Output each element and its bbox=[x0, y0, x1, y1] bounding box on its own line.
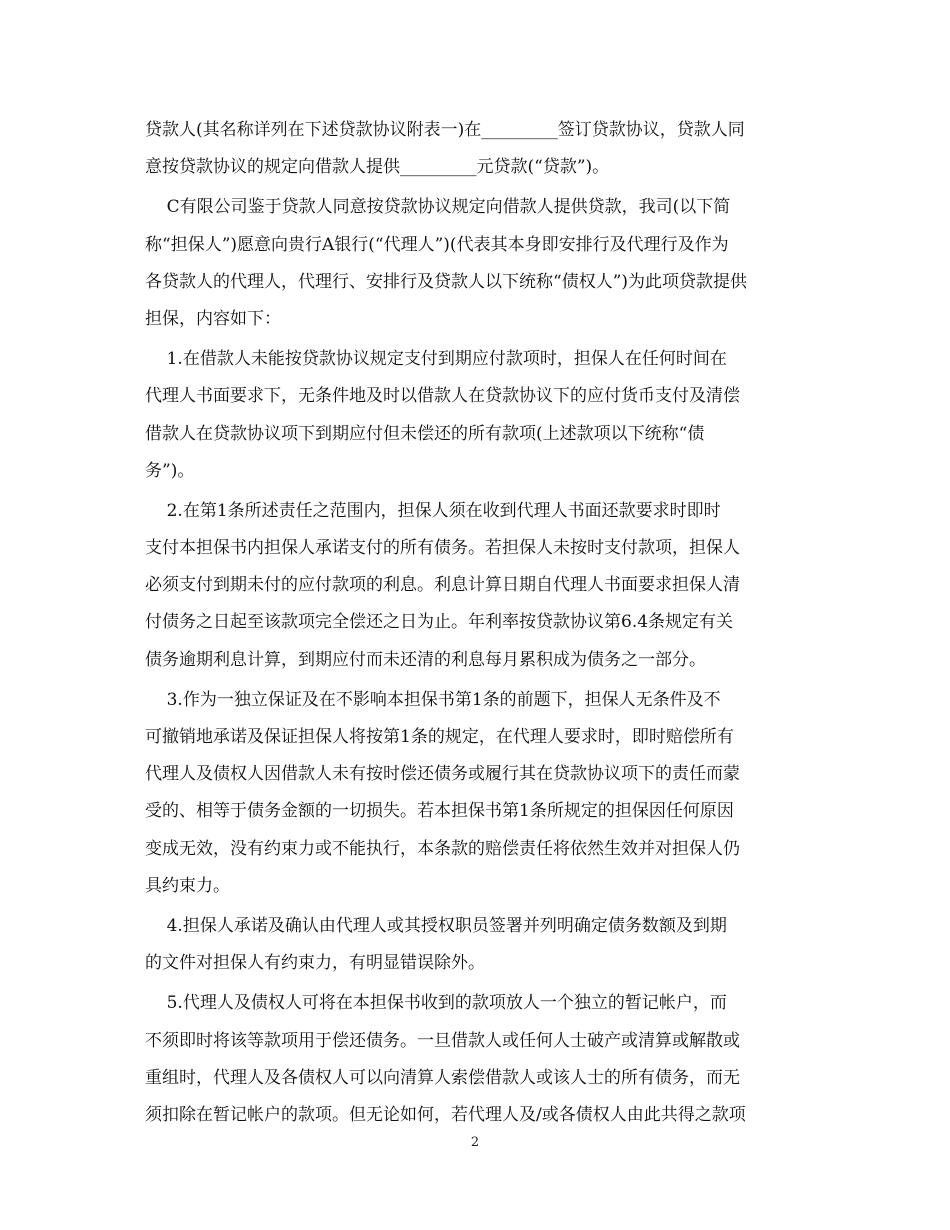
paragraph bbox=[145, 341, 810, 490]
text-line: 债务逾期利息计算，到期应付而未还清的利息每月累积成为债务之一部分。 bbox=[145, 649, 706, 670]
text-line: C有限公司鉴于贷款人同意按贷款协议规定向借款人提供贷款，我司(以下简 bbox=[145, 197, 731, 218]
paragraph bbox=[145, 682, 810, 905]
text-line: 4.担保人承诺及确认由代理人或其授权职员签署并列明确定债务数额及到期 bbox=[145, 915, 727, 936]
text-line: 1.在借款人未能按贷款协议规定支付到期应付款项时，担保人在任何时间在 bbox=[145, 349, 727, 370]
text-line: 可撤销地承诺及保证担保人将按第1条的规定，在代理人要求时，即时赔偿所有 bbox=[145, 727, 734, 747]
paragraph bbox=[145, 189, 810, 338]
text-line: 付债务之日起至该款项完全偿还之日为止。年利率按贷款协议第6.4条规定有关 bbox=[145, 612, 734, 633]
text-line: 2.在第1条所述责任之范围内，担保人须在收到代理人书面还款要求时即时 bbox=[145, 500, 721, 521]
text-line: 支付本担保书内担保人承诺支付的所有债务。若担保人未按时支付款项，担保人 bbox=[145, 538, 740, 559]
text-line: 代理人及债权人因借款人未有按时偿还债务或履行其在贷款协议项下的责任而蒙 bbox=[145, 764, 740, 785]
text-line: 贷款人(其名称详列在下述贷款协议附表一)在_________签订贷款协议，贷款人同 bbox=[145, 120, 745, 140]
paragraph bbox=[145, 908, 810, 982]
paragraph bbox=[145, 112, 810, 186]
text-line: 各贷款人的代理人，代理行、安排行及贷款人以下统称“债权人”)为此项贷款提供 bbox=[145, 271, 748, 292]
text-line: 必须支付到期未付的应付款项的利息。利息计算日期自代理人书面要求担保人清 bbox=[145, 575, 740, 596]
text-line: 意按贷款协议的规定向借款人提供_________元贷款(“贷款”)。 bbox=[145, 157, 610, 178]
text-line: 具约束力。 bbox=[145, 875, 230, 896]
text-line: 3.作为一独立保证及在不影响本担保书第1条的前题下，担保人无条件及不 bbox=[145, 689, 721, 710]
text-line: 重组时，代理人及各债权人可以向清算人索偿借款人或该人士的所有债务，而无 bbox=[145, 1067, 740, 1088]
text-line: 变成无效，没有约束力或不能执行，本条款的赔偿责任将依然生效并对担保人仍 bbox=[145, 838, 740, 859]
text-line: 须扣除在暂记帐户的款项。但无论如何，若代理人及/或各债权人由此共得之款项 bbox=[145, 1104, 746, 1125]
text-line: 的文件对担保人有约束力，有明显错误除外。 bbox=[145, 953, 485, 974]
text-line: 代理人书面要求下，无条件地及时以借款人在贷款协议下的应付货币支付及清偿 bbox=[145, 386, 740, 407]
text-line: 受的、相等于债务金额的一切损失。若本担保书第1条所规定的担保因任何原因 bbox=[145, 801, 734, 822]
text-line: 5.代理人及债权人可将在本担保书收到的款项放人一个独立的暂记帐户，而 bbox=[145, 993, 727, 1014]
text-line: 不须即时将该等款项用于偿还债务。一旦借款人或任何人士破产或清算或解散或 bbox=[145, 1030, 740, 1051]
text-line: 称“担保人”)愿意向贵行A银行(“代理人”)(代表其本身即安排行及代理行及作为 bbox=[145, 234, 729, 255]
document-body bbox=[145, 112, 810, 1134]
text-line: 务”)。 bbox=[145, 460, 195, 481]
page-number: 2 bbox=[470, 1135, 480, 1150]
text-line: 借款人在贷款协议项下到期应付但未偿还的所有款项(上述款项以下统称“债 bbox=[145, 423, 705, 444]
text-line: 担保，内容如下： bbox=[145, 308, 281, 329]
paragraph bbox=[145, 493, 810, 679]
paragraph bbox=[145, 985, 810, 1134]
